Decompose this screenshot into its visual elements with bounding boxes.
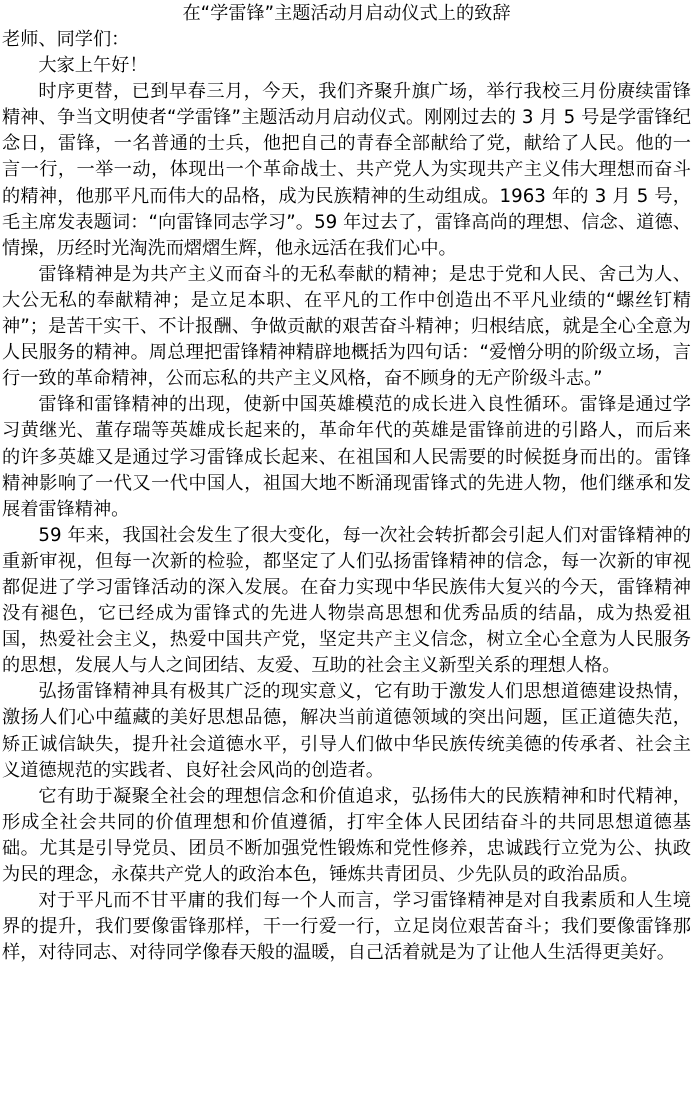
paragraph-conclusion: 对于平凡而不甘平庸的我们每一个人而言，学习雷锋精神是对自我素质和人生境界的提升，我们要像雷锋那样，干一行爱一行，立足岗位艰苦奋斗；我们要像雷锋那样，对待同志、对待同学像春天般的温暖，自己活着就是为了让他人生活得更美好。 [2, 890, 691, 964]
document-body [0, 27, 693, 966]
paragraph-greeting: 大家上午好！ [38, 55, 148, 77]
salutation: 老师、同学们： [2, 29, 130, 50]
paragraph-significance: 弘扬雷锋精神具有极其广泛的现实意义，它有助于激发人们思想道德建设热情，激扬人们心中蕴藏的美好思想品德，解决当前道德领域的突出问题，匡正道德失范，矫正诚信缺失，提升社会道德水平，引导人们做中华民族传统美德的传承者、社会主义道德规范的实践者、良好社会风尚的创造者。 [2, 681, 691, 781]
paragraph-values: 它有助于凝聚全社会的理想信念和价值追求，弘扬伟大的民族精神和时代精神，形成全社会共同的价值理想和价值遵循，打牢全体人民团结奋斗的共同思想道德基础。尤其是引导党员、团员不断加强党性锻炼和党性修养，忠诚践行立党为公、执政为民的理念，永葆共产党人的政治本色，锤炼共青团员、少先队员的政治品质。 [2, 785, 691, 885]
document-title: 在“学雷锋”主题活动月启动仪式上的致辞 [182, 3, 511, 24]
paragraph-spirit-definition: 雷锋精神是为共产主义而奋斗的无私奉献的精神；是忠于党和人民、舍己为人、大公无私的奉献精神；是立足本职、在平凡的工作中创造出不平凡业绩的“螺丝钉精神”；是苦干实干、不计报酬、争做贡献的艰苦奋斗精神；归根结底，就是全心全意为人民服务的精神。周总理把雷锋精神精辟地概括为四句话：“爱憎分明的阶级立场，言行一致的革命精神，公而忘私的共产主义风格，奋不顾身的无产阶级斗志。” [2, 263, 691, 390]
paragraph-heroes: 雷锋和雷锋精神的出现，使新中国英雄模范的成长进入良性循环。雷锋是通过学习黄继光、董存瑞等英雄成长起来的，革命年代的英雄是雷锋前进的引路人，而后来的许多英雄又是通过学习雷锋成长起来、在祖国和人民需要的时候挺身而出的。雷锋精神影响了一代又一代中国人，祖国大地不断涌现雷锋式的先进人物，他们继承和发展着雷锋精神。 [2, 394, 691, 520]
paragraph-intro: 时序更替，已到早春三月，今天，我们齐聚升旗广场，举行我校三月份赓续雷锋精神、争当文明使者“学雷锋”主题活动月启动仪式。刚刚过去的 3 月 5 号是学雷锋纪念日，雷锋，一名普通的士兵，他把自己的青春全部献给了党，献给了人民。他的一言一行，一举一动，体现出一个革命战士、共产党人为实现共产主义伟大理想而奋斗的精神，他那平凡而伟大的品格，成为民族精神的生动组成。1963 年的 3 月 5 号，毛主席发表题词：“向雷锋同志学习”。59 年过去了，雷锋高尚的理想、信念、道德、情操，历经时光淘洗而熠熠生辉，他永远活在我们心中。 [2, 81, 691, 259]
paragraph-59-years: 59 年来，我国社会发生了很大变化，每一次社会转折都会引起人们对雷锋精神的重新审视，但每一次新的检验，都坚定了人们弘扬雷锋精神的信念，每一次新的审视都促进了学习雷锋活动的深入发展。在奋力实现中华民族伟大复兴的今天，雷锋精神没有褪色，它已经成为雷锋式的先进人物崇高思想和优秀品质的结晶，成为热爱祖国，热爱社会主义，热爱中国共产党，坚定共产主义信念，树立全心全意为人民服务的思想，发展人与人之间团结、友爱、互助的社会主义新型关系的理想人格。 [2, 524, 691, 677]
